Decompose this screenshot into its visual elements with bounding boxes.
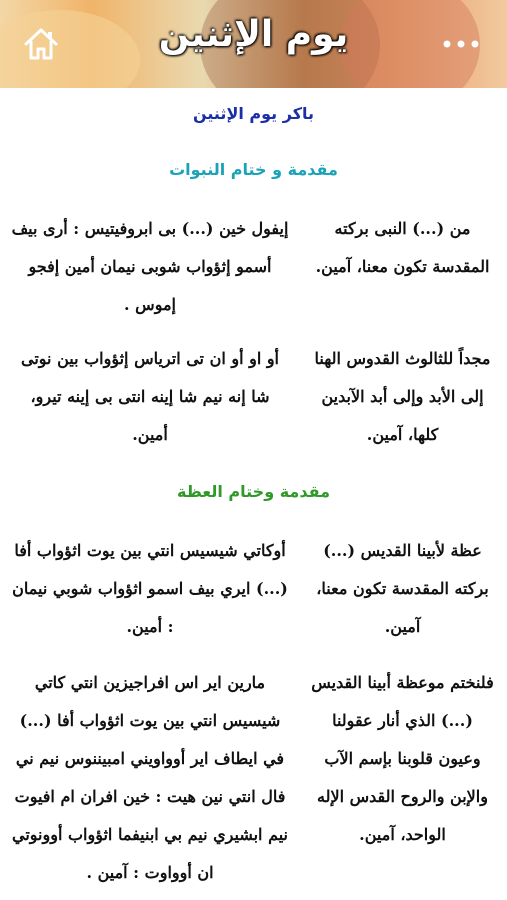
verse-coptic: أوكاتي شيسيس انتي بين يوت اثؤواب أفا (...) ايري بيف اسمو اثؤواب شوبي نيمان : أمين. — [12, 541, 288, 636]
verse-arabic: عظة لأبينا القديس (...) بركته المقدسة تكون معنا، آمين. — [316, 541, 489, 636]
page-title: يوم الإثنين — [158, 14, 349, 55]
section-heading-sermon: مقدمة وختام العظة — [177, 482, 330, 501]
verse-arabic: مجداً للثالوث القدوس الهنا إلى الأبد وإلى أبد الآبدين كلها، آمين. — [314, 349, 491, 444]
more-options-button[interactable] — [441, 28, 481, 52]
day-heading: باكر يوم الإثنين — [192, 104, 315, 123]
verse-coptic: أو او أو ان تى اترياس إثؤواب بين نوتى شا إنه نيم شا إينه انتى بى إينه تيرو، أمين. — [20, 349, 279, 444]
more-dots-icon — [441, 28, 481, 52]
verse-arabic: فلنختم موعظة أبينا القديس (...) الذي أنار عقولنا وعيون قلوبنا بإسم الآب والإبن والروح القدس الإله الواحد، آمين. — [311, 673, 494, 844]
app-header — [0, 0, 507, 88]
verse-coptic: مارين اير اس افراجيزين انتي كاتي شيسيس انتي بين يوت اثؤواب أفا (...) في ايطاف اير أوواويني امبيننوس نيم ني فال انتي نين هيت : خين افران ام افيوت نيم ابشيري نيم بي ابنيفما اثؤواب أوونوتي ان أوواوت : آمين . — [12, 673, 288, 882]
verse-coptic: إيفول خين (...) بى ابروفيتيس : أرى بيف أسمو إثؤواب شوبى نيمان أمين إفجو إموس . — [11, 219, 289, 314]
verse-arabic: من (...) النبى بركته المقدسة تكون معنا، آمين. — [315, 219, 490, 276]
section-heading-prophecies: مقدمة و ختام النبوات — [169, 160, 338, 179]
